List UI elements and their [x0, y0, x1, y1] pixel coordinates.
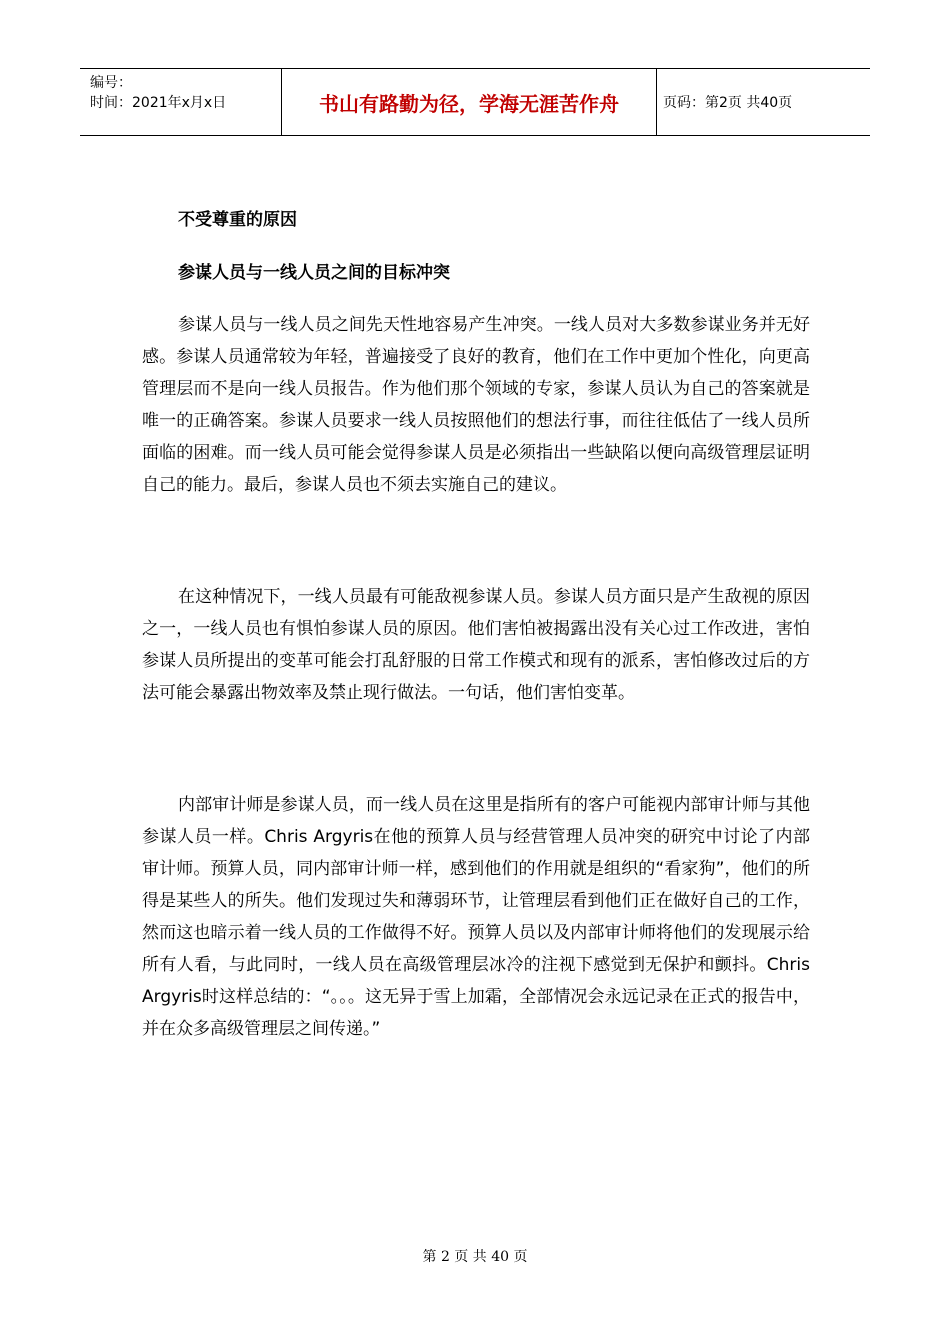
- paragraph-1: 参谋人员与一线人员之间先天性地容易产生冲突。一线人员对大多数参谋业务并无好感。参谋人员通常较为年轻，普遍接受了良好的教育，他们在工作中更加个性化，向更高管理层而不是向一线人员报告。作为他们那个领域的专家，参谋人员认为自己的答案就是唯一的正确答案。参谋人员要求一线人员按照他们的想法行事，而往往低估了一线人员所面临的困难。而一线人员可能会觉得参谋人员是必须指出一些缺陷以便向高级管理层证明自己的能力。最后，参谋人员也不须去实施自己的建议。: [142, 315, 810, 495]
- page-info: 页码：第2页 共40页: [663, 95, 793, 111]
- paragraph-3: 内部审计师是参谋人员，而一线人员在这里是指所有的客户可能视内部审计师与其他参谋人员一样。Chris Argyris在他的预算人员与经营管理人员冲突的研究中讨论了内部审计师。预算人员，同内部审计师一样，感到他们的作用就是组织的“看家狗”，他们的所得是某些人的所失。他们发现过失和薄弱环节，让管理层看到他们正在做好自己的工作，然而这也暗示着一线人员的工作做得不好。预算人员以及内部审计师将他们的发现展示给所有人看，与此同时，一线人员在高级管理层冰冷的注视下感觉到无保护和颤抖。Chris Argyris时这样总结的：“。。。这无异于雪上加霜，全部情况会永远记录在正式的报告中，并在众多高级管理层之间传递。”: [142, 795, 810, 1039]
- subsection-heading: 参谋人员与一线人员之间的目标冲突: [178, 263, 450, 283]
- section-heading: 不受尊重的原因: [178, 210, 297, 230]
- time-label: 时间：2021年x月x日: [90, 95, 227, 111]
- paragraph-2: 在这种情况下，一线人员最有可能敌视参谋人员。参谋人员方面只是产生敌视的原因之一，一线人员也有惧怕参谋人员的原因。他们害怕被揭露出没有关心过工作改进，害怕参谋人员所提出的变革可能会打乱舒服的日常工作模式和现有的派系，害怕修改过后的方法可能会暴露出物效率及禁止现行做法。一句话，他们害怕变革。: [142, 587, 810, 703]
- header-meta-cell: [80, 69, 282, 135]
- page-header: [80, 68, 870, 136]
- document-body: [142, 208, 810, 1045]
- number-label: 编号：: [90, 75, 132, 91]
- page-footer: [0, 1246, 950, 1266]
- footer-page-number: 第 2 页 共 40 页: [422, 1249, 528, 1265]
- motto-text: 书山有路勤为径，学海无涯苦作舟: [319, 91, 619, 116]
- header-page-cell: [657, 69, 870, 135]
- header-motto-cell: [282, 69, 657, 135]
